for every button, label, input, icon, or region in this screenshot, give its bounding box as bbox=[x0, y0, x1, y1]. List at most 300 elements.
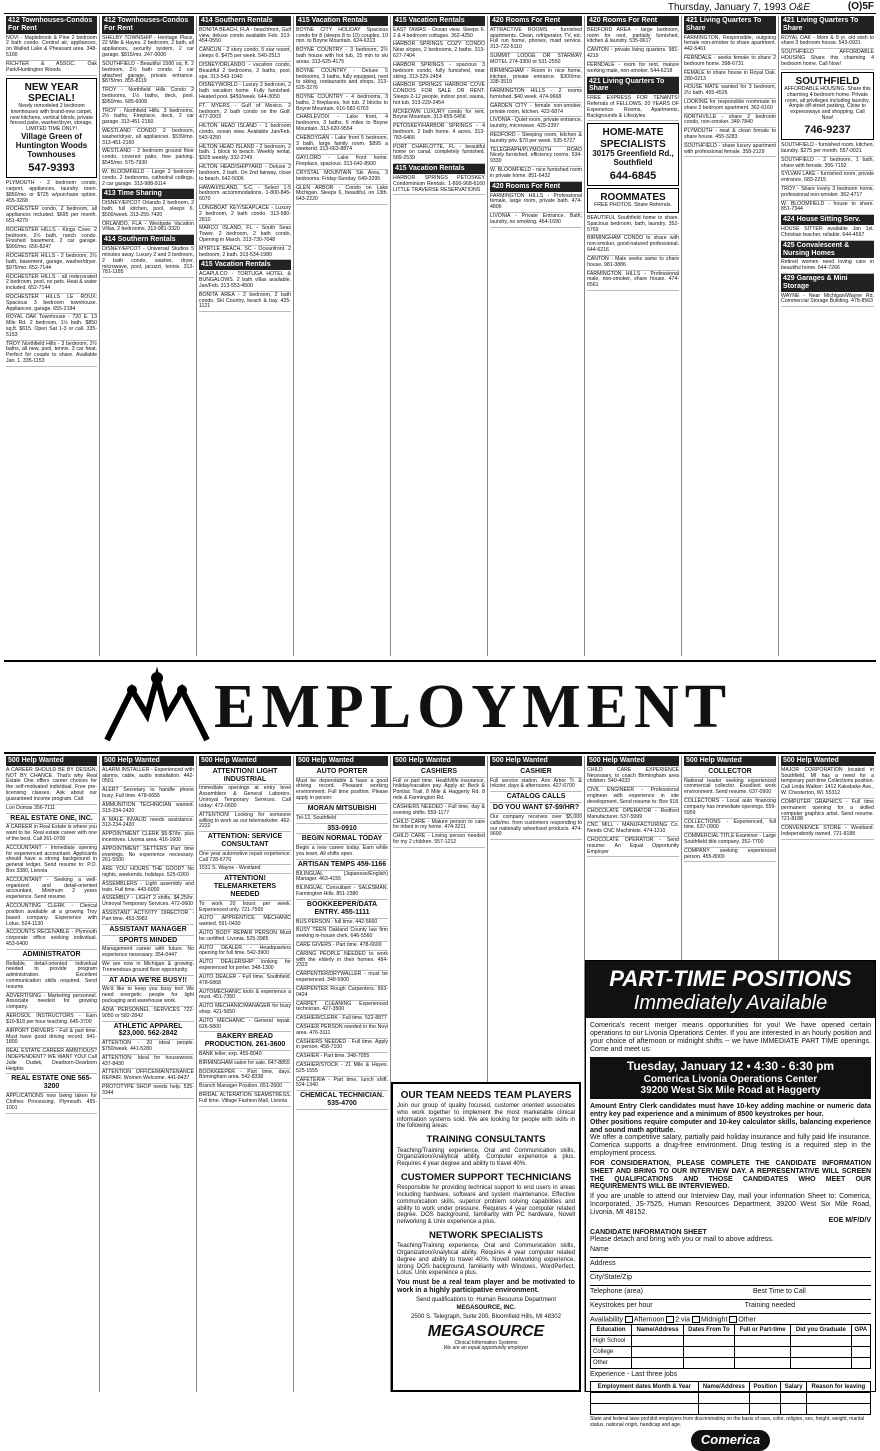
classified-ad: CHILD CARE - Mature person to care for infant in my home. 474-3211 bbox=[393, 819, 485, 834]
table-cell[interactable] bbox=[851, 1336, 870, 1347]
classified-ad: CONVENIENCE STORE - Westland. Independently owned. 721-8188 bbox=[781, 825, 874, 840]
role-title: NETWORK SPECIALISTS bbox=[428, 1229, 543, 1241]
classified-ad: AUTO DEALER - Full time. Southfield. 478-6868 bbox=[199, 974, 291, 989]
help-column bbox=[100, 756, 197, 1392]
page-header bbox=[0, 0, 880, 14]
ad-headline: HOME-MATE SPECIALISTS bbox=[600, 127, 666, 150]
part-time-ad bbox=[585, 960, 876, 1448]
classified-ad: BIRMINGHAM - Room in nice home, kitchen, private entrance. $300/mo. 338-3519 bbox=[490, 68, 582, 88]
display-ad bbox=[587, 123, 679, 186]
table-cell[interactable] bbox=[851, 1347, 870, 1358]
classified-ad: CASHIERS NEEDED - Full time. Apply in person. 458-7100 bbox=[296, 1039, 388, 1054]
classified-ad: ACAPULCO - TORTUGA HOTEL & BUNGALOWS. 2 bath villas available, Jan/Feb. 313-553-4500 bbox=[199, 271, 291, 291]
classified-ad: APPOINTMENT CLERK $5-$7/hr. plus incentives. Livonia area. 416-1600 bbox=[102, 831, 194, 846]
classified-ad: HOUSE SITTER available Jan 1st. Christian teacher, reliable. 644-4567 bbox=[781, 226, 874, 241]
section-heading: 421 Living Quarters To Share bbox=[684, 16, 776, 34]
comerica-logo-wrap bbox=[590, 1430, 871, 1451]
classified-ad: BOOKKEEPER - Part time, days. Birmingham area. 542-8338 bbox=[199, 1069, 291, 1084]
classified-ad: ATTENTION - 20 ideal people. $750/week. 441-5280 bbox=[102, 1040, 194, 1055]
classified-ad: COLLECTIONS - Experienced, full time. 637-0900 bbox=[684, 819, 776, 834]
section-heading: 415 Vacation Rentals bbox=[393, 164, 485, 174]
classified-ad: CANTON - private living quarters. 981-4219 bbox=[587, 47, 679, 62]
section-heading: 500 Help Wanted bbox=[199, 756, 291, 766]
classified-ad: Management career with future. No experience necessary. 354-0447 bbox=[102, 946, 194, 961]
ad-headline: REAL ESTATE ONE, INC. bbox=[6, 814, 97, 825]
classified-ad: SOUTHFIELD - share luxury apartment with professional female. 358-2129 bbox=[684, 143, 776, 158]
classified-ad: APPLICATIONS now being taken for Clothes Processing. Plymouth. 455-1001 bbox=[6, 1093, 97, 1113]
classified-ad: CANTON - Male seeks same to share house. 981-3886 bbox=[587, 256, 679, 271]
classified-ad: SOUTHFIELD AFFORDABLE HOUSING Share this charming 4 bedroom home. Call Now! bbox=[781, 49, 874, 69]
column-header: Name/Address bbox=[698, 1382, 750, 1393]
table-cell[interactable] bbox=[735, 1358, 791, 1369]
section-heading: 412 Townhouses-Condos For Rent bbox=[102, 16, 194, 34]
section-heading: 500 Help Wanted bbox=[781, 756, 874, 766]
classified-ad: CARPENTER/DRYWALLER - must be experienced. 348-5900 bbox=[296, 971, 388, 986]
classified-ad: SOUTHFIELD - 2 bedroom, 1 bath, share with female. 356-7192 bbox=[781, 157, 874, 172]
shift-label: 2 via bbox=[675, 1316, 692, 1324]
table-cell[interactable] bbox=[632, 1358, 684, 1369]
table-cell[interactable] bbox=[683, 1336, 734, 1347]
classified-ad: CHOCOLATE OPERATOR - Send resume: An Equal Opportunity Employer bbox=[587, 837, 679, 857]
classified-ad: CHARLEVOIX - Lake front, 4 bedrooms, 3 baths. 6 miles to Boyne Mountain. 313-620-9554 bbox=[296, 114, 388, 134]
classified-ad: AUTOMECHANIC tools & experience a must. 451-7350 bbox=[199, 989, 291, 1004]
help-column bbox=[197, 756, 294, 1392]
classified-ad: HILTON HEAD/SHIPYARD - Deluxe 2 bedroom, 2 bath. On 2nd fairway, close to beach. 642-5006 bbox=[199, 164, 291, 184]
classified-ad: AUTO MECHANIC/MANAGER for busy shop. 421-5650 bbox=[199, 1003, 291, 1018]
classified-ad: CARING PEOPLE NEEDED to work with the elderly in their homes. 484-2323 bbox=[296, 951, 388, 971]
employment-table bbox=[590, 1381, 871, 1415]
part-time-intro: Comerica's recent merger means opportunities for you! We have opened certain operations to our Livonia Operations Center. If you are interested in an hourly position and your choice of afternoon or midnight shifts -- we have IMMEDIATE PART TIME openings. Come and meet us: bbox=[590, 1022, 871, 1053]
table-cell[interactable] bbox=[591, 1404, 699, 1415]
shift-label: Other bbox=[738, 1316, 756, 1324]
classified-ad: LOOKING for responsible roommate to share 3 bedroom apartment. 362-6160 bbox=[684, 99, 776, 114]
classified-ad: We are now in Michigan & growing. Tremendous ground floor opportunity. bbox=[102, 961, 194, 976]
ad-headline: AUTO PORTER bbox=[296, 767, 388, 778]
classified-ad: BOYNE COUNTRY - 4 bedrooms, 3 baths, 2 fireplaces, hot tub. 2 blocks to Boyne Mountain. 616-582-6763 bbox=[296, 94, 388, 114]
ad-headline: ATHLETIC APPAREL $23,000. 562-2842 bbox=[102, 1022, 194, 1041]
column bbox=[100, 16, 197, 656]
classified-ad: PORT CHARLOTTE, FL - beautiful home on canal, completely furnished. 589-2539 bbox=[393, 144, 485, 164]
form-field-label: Best Time to Call bbox=[752, 1288, 806, 1296]
classified-ad: BEDFORD AREA - large bedroom, room for rent, partially furnished, kitchen & laundry. 535-0617 bbox=[587, 27, 679, 47]
role-description: Teaching/Training experience, Oral and Communication skills, Organization/Analytical ability. Computer experience a plus. Requires 4 year degree and ability to travel 40%. bbox=[397, 1147, 575, 1168]
classified-ad: LIVONIA - Quiet room, private entrance, laundry, microwave. 425-2397 bbox=[490, 117, 582, 132]
classified-ad: ROCHESTER HILLS - Kings Cove. 2 bedroom, 2½ bath, ranch condo. Finished basement, 2 car garage. $900/mo. 656-8247 bbox=[6, 227, 97, 253]
column-header: GPA bbox=[851, 1325, 870, 1336]
classified-ad: FT. MYERS - Gulf of Mexico. 2 bedroom, 2 bath condo on the Gulf. 477-2003 bbox=[199, 103, 291, 123]
column bbox=[585, 16, 682, 656]
column-header: Reason for leaving bbox=[806, 1382, 870, 1393]
classified-ad: W. BLOOMFIELD - house to share. 851-7344 bbox=[781, 201, 874, 216]
table-cell[interactable] bbox=[781, 1393, 806, 1404]
logo-tagline: Clinical Information Systems bbox=[454, 1339, 518, 1346]
ad-headline: REAL ESTATE ONE 565-3200 bbox=[6, 1074, 97, 1093]
classified-ad: A MALE INVALID needs assistance. 313-234-2420 bbox=[102, 817, 194, 832]
classified-ad: COMMERCIAL TITLE Examiner - Large Southfield title company. 352-7700 bbox=[684, 833, 776, 848]
column-header: Dates From To bbox=[683, 1325, 734, 1336]
form-field[interactable] bbox=[590, 1302, 871, 1314]
classified-ad: ACCOUNTANT - Immediate opening for experienced accountant. Applicants should have a strong background in general ledger. Send resume to: P.O. Box 3380, Livonia bbox=[6, 845, 97, 877]
event-date: Tuesday, January 12 • 4:30 - 6:30 pm bbox=[626, 1059, 835, 1074]
classified-ad: 1531 S. Wayne - Westland bbox=[199, 865, 291, 874]
issue-date: Thursday, January 7, 1993 O&E bbox=[667, 2, 810, 13]
classified-ad: TELEGRAPH/PLYMOUTH ROAD Nicely furnished, efficiency rooms. 534-9330 bbox=[490, 147, 582, 167]
mail-instructions: If you are unable to attend our Interview Day, mail your information Sheet to: Comerica, Incorporated, JS-7525, Human Resources Department, 39200 West Six Mile Road, Livonia, MI 48152. bbox=[590, 1193, 871, 1216]
ad-phone: 746-9237 bbox=[804, 123, 851, 136]
section-heading: 500 Help Wanted bbox=[6, 756, 97, 766]
table-cell[interactable] bbox=[591, 1393, 699, 1404]
classified-ad: SHELBY TOWNSHIP - Heritage Place, 22 Mile & Hayes. 2 bedroom, 2 bath, all appliances, security system, 2 car garage. $815/mo. 247-0006 bbox=[102, 35, 194, 61]
classified-ad: NORTHVILLE - share 2 bedroom condo, non-smoker. 349-7840 bbox=[684, 114, 776, 129]
classified-ad: COLLECTORS - Local auto financing company has immediate openings. 559-5959 bbox=[684, 798, 776, 818]
section-heading: 420 Rooms For Rent bbox=[490, 182, 582, 192]
section-heading: 420 Rooms For Rent bbox=[587, 16, 679, 26]
company-address: 2500 S. Telegraph, Suite 200, Bloomfield Hills, MI 48302 bbox=[411, 1314, 561, 1321]
classified-ad: FARMINGTON HILLS - 2 rooms furnished. $40 week. 474-9668 bbox=[490, 88, 582, 103]
classified-ad: FERNDALE - room for rent, mature working male, non-smoker. 544-6218 bbox=[587, 62, 679, 77]
classified-ad: ATTENTION OFFICE/MAINTENANCE REPAIR. Women Welcome. 441-8437 bbox=[102, 1069, 194, 1084]
row-label: High School bbox=[591, 1336, 632, 1347]
classified-ad: FREE EXPRESS FOR TENANTS! Referrals of FELLOWS, 20 YEARS OF Experience. Rooms, Apartments, Backgrounds & Lifestyles bbox=[587, 95, 679, 121]
form-field-label: Telephone (area) bbox=[590, 1288, 643, 1296]
education-table bbox=[590, 1324, 871, 1369]
event-location: Comerica Livonia Operations Center bbox=[643, 1073, 818, 1085]
table-cell[interactable] bbox=[683, 1358, 734, 1369]
classified-ad: AUTO MECHANIC - General repair. 626-5800 bbox=[199, 1018, 291, 1033]
classified-ad: CRYSTAL MOUNTAIN Ski Area, 3 bedrooms. Friday-Sunday. 649-3295 bbox=[296, 170, 388, 185]
classified-ad: One year automotive repair experience. Call 728-6770 bbox=[199, 851, 291, 866]
classified-ad: Reliable, detail-oriented individual needed to provide program administration. Excellent communication skills required. Send resume. bbox=[6, 961, 97, 993]
column-header: Salary bbox=[781, 1382, 806, 1393]
classified-ad: CARE GIVERS - Part time. 478-6600 bbox=[296, 942, 388, 951]
classified-ad: BIRMINGHAM salon for sale. 647-8855 bbox=[199, 1060, 291, 1069]
classified-ad: ASSEMBLY - LIGHT 2 shifts. $4.25/hr. Uniroyal Temporary Services. 472-0600 bbox=[102, 895, 194, 910]
page-number: (O)5F bbox=[847, 1, 874, 12]
classified-ad: Retired women need loving care in beautiful home. 644-7266 bbox=[781, 259, 874, 274]
classified-ad: ROCHESTER HILLS LE ROUX: Spacious 3 bedroom townhouse. Appliances, garage. 655-2184 bbox=[6, 294, 97, 314]
team-players-ad bbox=[391, 1082, 581, 1392]
classified-ad: CASHIER PERSON needed in the Novi area. 476-3111 bbox=[296, 1024, 388, 1039]
ad-name: Village Green of Huntington Woods Townhouses bbox=[15, 131, 88, 159]
table-cell[interactable] bbox=[781, 1404, 806, 1415]
classified-ad: GARDEN CITY - female non-smoker, private room, kitchen. 422-6874 bbox=[490, 103, 582, 118]
ad-body: AFFORDABLE HOUSING. Share this charming 4 bedroom home. Private room, all privileges including laundry. Ample off-street parking. Close to expressways and shopping. Call Now! bbox=[784, 85, 871, 121]
classified-ad: TROY - Share lovely 3 bedroom home, professional non-smoker. 362-4717 bbox=[781, 186, 874, 201]
employment-banner bbox=[4, 660, 876, 754]
display-ad bbox=[587, 188, 679, 213]
classified-ad: CIVIL ENGINEER - Professional engineer with experience in site development. Send resume to: Box 918 bbox=[587, 787, 679, 807]
consideration: FOR CONSIDERATION, PLEASE COMPLETE THE CANDIDATE INFORMATION SHEET AND BRING TO OUR INTERVIEW DAY. A REPRESENTATIVE WILL SCREEN THE QUALIFICATIONS AND THOSE CANDIDATES WHO MEET OUR REQUIREMENTS WILL BE INTERVIEWED. bbox=[590, 1159, 871, 1191]
column bbox=[682, 16, 779, 656]
classified-ad: A CAREER in Real Estate is where you want to be. Real estate career with one of the best. Call 261-0700 bbox=[6, 824, 97, 844]
classified-ad: LIVONIA - Private Entrance. Bath, laundry, no smoking. 464-1690 bbox=[490, 213, 582, 228]
form-field[interactable] bbox=[590, 1246, 871, 1258]
help-column bbox=[294, 756, 391, 1392]
classified-ad: ATTRACTIVE ROOMS - furnished apartments. Clean, refrigerator, TV, etc. Full run home, phones, maid service. 313-722-5110 bbox=[490, 27, 582, 53]
section-heading: 414 Southern Rentals bbox=[199, 16, 291, 26]
shift-checkbox[interactable] bbox=[625, 1316, 633, 1323]
interview-event bbox=[590, 1057, 871, 1099]
classified-ad: Branch Manager Position. 651-2600 bbox=[199, 1083, 291, 1092]
section-heading: 500 Help Wanted bbox=[296, 756, 388, 766]
classified-ad: ALARM INSTALLER - Experienced with alarms, cable, audio installation. 442-0501 bbox=[102, 767, 194, 787]
classified-ad: SYLVAN LAKE - furnished room, private entrance. 683-2215 bbox=[781, 171, 874, 186]
form-field-label: City/State/Zip bbox=[590, 1274, 633, 1282]
table-cell[interactable] bbox=[806, 1393, 870, 1404]
megasource-logo: MEGASOURCE bbox=[427, 1322, 545, 1340]
classified-ad: ROCHESTER HILLS - 2 bedroom, 2½ bath, basement, garage, washer/dryer. $975/mo. 652-7144 bbox=[6, 253, 97, 273]
table-row bbox=[591, 1347, 871, 1358]
classified-ad: FARMINGTON HILLS - Professional female, large room, private bath. 474-4806 bbox=[490, 193, 582, 213]
classified-ad: CHILD CARE - Loving person needed for my 2 children. 557-1212 bbox=[393, 833, 485, 848]
table-cell[interactable] bbox=[698, 1404, 750, 1415]
column bbox=[391, 16, 488, 656]
column-header: Education bbox=[591, 1325, 632, 1336]
column-header: Full or Part-time bbox=[735, 1325, 791, 1336]
role-title: CUSTOMER SUPPORT TECHNICIANS bbox=[400, 1171, 572, 1183]
requirement: Other positions require computer and 10-key calculator skills, balancing experience and sound math aptitude. bbox=[590, 1118, 871, 1134]
ad-headline: CASHIER bbox=[490, 767, 582, 778]
classified-ad: CAFETERIA - Part time, lunch shift. 524-1340 bbox=[296, 1077, 388, 1092]
form-field-label: Keystrokes per hour bbox=[590, 1302, 653, 1310]
classified-ad: AMMUNITION TECHNICIAN wanted. 313-234-2420 bbox=[102, 802, 194, 817]
classified-ad: WESTLAND CONDO 2 bedroom, washer/dryer, all appliances. $539/mo. 313-451-2160 bbox=[102, 128, 194, 148]
classified-ad: FARMINGTON HILLS - Professional male, non-smoker, share house. 474-6561 bbox=[587, 271, 679, 291]
section-heading: 415 Vacation Rentals bbox=[393, 16, 485, 26]
classified-ad: MYRTLE BEACH, SC - Oceanfront. 2 bedroom, 2 bath. 313-534-1980 bbox=[199, 246, 291, 261]
table-cell[interactable] bbox=[791, 1358, 852, 1369]
classified-ad: ATTENTION: Ideal for housewives. 437-8430 bbox=[102, 1055, 194, 1070]
column bbox=[4, 16, 100, 656]
classified-ad: Immediate openings at entry level Assemblers & General Laborers. Uniroyal Temporary Services. Call today: 472-0600 bbox=[199, 785, 291, 811]
section-heading: 425 Convalescent & Nursing Homes bbox=[781, 241, 874, 259]
eoe-note: EOE M/F/D/V bbox=[828, 1216, 871, 1224]
classified-ad: We'd like to keep you busy too! We need energetic people for light packaging and warehouse work. bbox=[102, 986, 194, 1006]
classified-ad: TROY Northfield Hills - 3 bedroom, 2½ baths, all new, pool, tennis. 3 car heat. Perfect for couple to share. Available Jan. 1. 335-1153 bbox=[6, 341, 97, 367]
ad-body: Newly remodeled 2 bedroom townhouses with brand-new carpet, new kitchens, vertical blinds, private fenced patio, washer/dryer, storage. LIMITED TIME ONLY! bbox=[10, 102, 93, 133]
classified-ad: MAJOR CORPORATION located in Southfield, MI has a need for a temporary part-time Collections position. Call Linda Walker: 1412 Kakabake Ave., W. Chesterton, Wl. 55312 bbox=[781, 767, 874, 799]
classified-ad: APPOINTMENT SETTERS Part time evenings. No experience necessary. 261-5500 bbox=[102, 846, 194, 866]
classified-ad: DISNEY/EPCOT - Universal Studios 5 minutes away. Luxury 2 and 3 bedroom, 2 bath condo, washer, dryer, microwave, pool, jacuzzi, tennis. 313-781-1185 bbox=[102, 246, 194, 278]
help-column bbox=[4, 756, 100, 1392]
classified-ad: WESTLAND - 2 bedroom ground floor condo, covered patio, free parking. $545/mo. 575-7930 bbox=[102, 148, 194, 168]
table-cell[interactable] bbox=[750, 1404, 781, 1415]
ad-headline: ASSISTANT MANAGER bbox=[102, 925, 194, 936]
shift-checkbox[interactable] bbox=[666, 1316, 674, 1323]
ad-closing: You must be a real team player and be motivated to work in a highly participative environment. bbox=[397, 1279, 575, 1294]
classified-ad: Lori Dumas 356-7111 bbox=[6, 805, 97, 814]
classified-ad: Our company receives over $5,000 calls/mo. from customers responding to our nationally advertised products. 474-9600 bbox=[490, 814, 582, 840]
classified-ad: CASHIER - Part time. 348-7055 bbox=[296, 1053, 388, 1062]
ad-headline: ADMINISTRATOR bbox=[6, 950, 97, 961]
column bbox=[488, 16, 585, 656]
classified-ad: Begin a new career today. Earn while you learn. All shifts open. bbox=[296, 845, 388, 860]
ad-body: FREE PHOTOS. Share Referrals. bbox=[594, 202, 672, 209]
table-row bbox=[591, 1336, 871, 1347]
event-address: 39200 West Six Mile Road at Haggerty bbox=[640, 1084, 821, 1096]
ad-headline: ARTISAN TEMPS 459-1166 bbox=[296, 860, 388, 871]
ad-headline: ATTENTION: SERVICE CONSULTANT bbox=[199, 832, 291, 851]
candidate-form bbox=[586, 1229, 875, 1451]
ad-headline: BEGIN NORMAL TODAY bbox=[296, 834, 388, 845]
ad-headline: ROOMMATES bbox=[600, 192, 666, 204]
ad-headline: SPORTS MINDED bbox=[102, 936, 194, 947]
role-description: Teaching/Training experience, Oral and Communication skills, Organization/Analytical ability. Requires 4 year computer related degree and ability to travel 40%. Novell networking experience, strong DOS background, familiarity with Windows, WordPerfect, Lotus. Unix experience a plus. bbox=[397, 1243, 575, 1277]
legal-footer: State and federal laws prohibit employers from discriminating on the basis of race, color, religion, sex, height, weight, marital status, national origin, handicap and age. bbox=[590, 1416, 865, 1428]
classified-ad: AUTO DEALERSHIP looking for experienced lot porter. 348-1300 bbox=[199, 959, 291, 974]
classified-ad: ROCHESTER HILLS - all redecorated 2 bedroom, pool, no pets. Heat & water included. 652-7144 bbox=[6, 274, 97, 294]
role-description: Responsible for providing technical support to end users in areas including hardware, software and system maintenance. Effective communication skills, superior problem solving capabilities and ability to work under pressure. Requires 4 year computer related degree. DOS background, familiarity with PC hardware, Novell networking & Unix experience a plus. bbox=[397, 1185, 575, 1226]
table-cell[interactable] bbox=[735, 1347, 791, 1358]
company-name: MEGASOURCE, INC. bbox=[456, 1305, 516, 1312]
classified-ad: SOUTHFIELD - furnished room, kitchen, laundry. $275 per month. 557-0021 bbox=[781, 142, 874, 157]
ad-intro: Join our group of quality focused, customer oriented associates who work together to implement the most marketable clinical information systems sold. We are looking for people with skills in the following areas: bbox=[397, 1103, 575, 1130]
ad-headline: CHEMICAL TECHNICIAN. 535-4700 bbox=[296, 1091, 388, 1110]
table-row bbox=[591, 1393, 871, 1404]
classified-ad: AIRPORT DRIVERS - Full & part time. Must have good driving record. 941-1800 bbox=[6, 1028, 97, 1048]
ad-phone: 547-9393 bbox=[28, 161, 75, 174]
classified-ad: SUMMIT LODGE OR STARWAY MOTEL 274-3300 or 531-2550 bbox=[490, 53, 582, 68]
shift-checkbox[interactable] bbox=[692, 1316, 700, 1323]
section-heading: 415 Vacation Rentals bbox=[296, 16, 388, 26]
header-rule bbox=[4, 13, 876, 14]
classified-ad: HOUSE MATE wanted for 3 bedroom, 2½ bath. 455-4526 bbox=[684, 84, 776, 99]
classified-ad: A CAREER SHOULD BE BY DESIGN, NOT BY CHANCE. That's why Real Estate One offers career choices for the self-motivated individual. Free pre-licensing classes. Ask about our guaranteed income program. Call: bbox=[6, 767, 97, 805]
classified-ad: CARPENTER Rough Carpenters. 563-0424 bbox=[296, 986, 388, 1001]
classified-ad: ROCHESTER condo, 2 bedroom, all appliances included. $695 per month. 651-4279 bbox=[6, 206, 97, 226]
classified-ad: EAST TAWAS - Ocean view. Sleeps 6. 2 & 4 bedroom cottages. 362-4250 bbox=[393, 27, 485, 42]
table-cell[interactable] bbox=[683, 1347, 734, 1358]
column-header: Employment dates Month & Year bbox=[591, 1382, 699, 1393]
row-label: College bbox=[591, 1347, 632, 1358]
classified-ad: FARMINGTON, Responsible, outgoing female non-smoker to share apartment. 442-5461 bbox=[684, 35, 776, 55]
classified-ad: CNC MILL - MANUFACTURING Co. Needs CNC Machinists. 474-1210 bbox=[587, 822, 679, 837]
classified-ad: COMPANY seeking experienced person. 455-8000 bbox=[684, 848, 776, 863]
classified-ad: AUTO DEALER - Headquarters opening for full time. 542-3900 bbox=[199, 945, 291, 960]
column bbox=[294, 16, 391, 656]
table-cell[interactable] bbox=[750, 1393, 781, 1404]
table-row bbox=[591, 1404, 871, 1415]
classified-ad: GLEN ARBOR - Condo on Lake Michigan. Sleeps 6, beautiful, on 13th. 643-2220 bbox=[296, 185, 388, 205]
display-ad bbox=[6, 78, 97, 179]
table-cell[interactable] bbox=[806, 1404, 870, 1415]
part-time-body bbox=[586, 1018, 875, 1229]
classified-ad: CARPET CLEANING Experienced technician. 427-3500 bbox=[296, 1001, 388, 1016]
table-cell[interactable] bbox=[632, 1347, 684, 1358]
section-title: EMPLOYMENT bbox=[214, 673, 733, 741]
ad-headline: ATTENTION! LIGHT INDUSTRIAL bbox=[199, 767, 291, 786]
table-cell[interactable] bbox=[791, 1347, 852, 1358]
shift-label: Afternoon bbox=[633, 1316, 667, 1324]
classified-ad: BOYNE COUNTRY - 3 bedroom, 2½ bath house with hot tub, 15 min to ski areas. 313-625-4175 bbox=[296, 47, 388, 67]
shift-checkbox[interactable] bbox=[729, 1316, 737, 1323]
section-heading: 500 Help Wanted bbox=[393, 756, 485, 766]
classified-ad: HARBOR SPRINGS - spacious 3 bedroom condo, fully furnished, near skiing. 313-229-2454 bbox=[393, 62, 485, 82]
classified-ad: BONITA AREA - 2 bedroom, 2 bath condo. Ski Country, beach & bay. 425-1121 bbox=[199, 292, 291, 312]
section-heading: 421 Living Quarters To Share bbox=[587, 77, 679, 95]
employment-logo-icon bbox=[102, 670, 212, 742]
section-heading: 413 Time Sharing bbox=[102, 189, 194, 199]
row-label: Other bbox=[591, 1358, 632, 1369]
classified-ad: REDFORD - Sleeping room, kitchen & laundry priv. $70 per week. 535-5727 bbox=[490, 132, 582, 147]
column-header: Position bbox=[750, 1382, 781, 1393]
column bbox=[779, 16, 876, 656]
classified-ad: NOVI - Maplebrook & Pine 2 bedroom 2 bath condo. Central air, appliances, on Walled Lake & Pheasant area. 348-5100 bbox=[6, 35, 97, 61]
table-cell[interactable] bbox=[698, 1393, 750, 1404]
classified-ad: CHILD CARE EXPERIENCE Necessary, to coach Birmingham area children. 540-4033 bbox=[587, 767, 679, 787]
form-field[interactable] bbox=[590, 1274, 871, 1286]
form-instructions: Please detach and bring with you or mail to above address. bbox=[590, 1236, 774, 1244]
shift-label: Midnight bbox=[700, 1316, 730, 1324]
ad-headline: SOUTHFIELD bbox=[795, 75, 860, 87]
classified-ad: PLYMOUTH - 2 bedroom condo, carport, appliances, laundry room. $850/mo or $725 w/purchase option. 455-3268 bbox=[6, 180, 97, 206]
classified-ad: BANK teller, exp. 455-8040 bbox=[199, 1051, 291, 1060]
classified-ad: COMPUTER GRAPHICS - Full time permanent opening for a skilled computer graphics artist. Send resume. 721-8188 bbox=[781, 799, 874, 825]
table-cell[interactable] bbox=[735, 1336, 791, 1347]
section-heading: 500 Help Wanted bbox=[587, 756, 679, 766]
classified-ad: SOUTHFIELD - Beautiful 1500 sq. ft. 2 bedroom, 2½ bath condo. 2 car attached garage, private entrance. $875/mo. 855-8119 bbox=[102, 61, 194, 87]
ad-headline: CATALOG CALLS bbox=[490, 792, 582, 803]
classified-ad: MARCO ISLAND, FL - South Seas Tower. 2 bedroom, 2 bath condo, Opening in March. 313-730-7048 bbox=[199, 225, 291, 245]
classified-ad: ATTENTION! Looking for someone willing to work as our telemarketer. 462-2222 bbox=[199, 812, 291, 832]
classified-ad: BONITA BEACH, FLA - beachfront, Gulf view, deluxe condo available Feb. 313-454-0550 bbox=[199, 27, 291, 47]
ad-headline: DO YOU WANT $7-$9/HR? bbox=[490, 803, 582, 814]
ad-headline: BOOKKEEPER/DATA ENTRY. 455-1111 bbox=[296, 900, 388, 919]
table-cell[interactable] bbox=[632, 1336, 684, 1347]
classified-ad: PETOSKEY/HARBOR SPRINGS - 4 bedroom, 2 bath home. 4 acres. 313-783-6466 bbox=[393, 123, 485, 143]
availability-row bbox=[590, 1316, 871, 1324]
ad-name: 30175 Greenfield Rd., Southfield bbox=[592, 148, 674, 167]
section-heading: 421 Living Quarters To Share bbox=[781, 16, 874, 34]
classified-ad: HARBOR SPRINGS HARBOR COVE CONDOS FOR SALE OR RENT. Sleeps 2-12 people, indoor pool, sauna, hot tub. 313-229-2454 bbox=[393, 82, 485, 108]
form-field-label: Training needed bbox=[744, 1302, 795, 1310]
classified-ad: GAYLORD - Lake front home. Fireplace, spacious. 313-642-8900 bbox=[296, 155, 388, 170]
classified-ad: BEAUTIFUL Southfield home to share. Spacious bedroom, bath, laundry. 352-5769 bbox=[587, 215, 679, 235]
classified-ad: ARE YOU HOURS THE GOOD? No nights, weekends, holidays. 525-0260 bbox=[102, 866, 194, 881]
section-heading: 415 Vacation Rentals bbox=[199, 260, 291, 270]
role-title: TRAINING CONSULTANTS bbox=[426, 1134, 546, 1146]
classified-ad: WAYNE - Near Michigan/Wayne Rd. Commercial Storage Building. 478-8563 bbox=[781, 293, 874, 308]
experience-heading: Experience - Last three jobs bbox=[590, 1371, 678, 1379]
classified-ad: ACCOUNTS RECEIVABLE - Plymouth corporate office seeking individual. 453-6400 bbox=[6, 929, 97, 949]
classified-ad: ADVERTISING - Marketing personnel. Associate needed for growing company. bbox=[6, 993, 97, 1013]
classified-ad: ALERT Secretary to handle phone busy. Full time. 478-6655 bbox=[102, 787, 194, 802]
classified-ad: CASHIERS NEEDED - Full time, day & evening shifts. 559-1177 bbox=[393, 804, 485, 819]
table-header bbox=[591, 1325, 871, 1336]
classified-ad: AEROSOL INSTRUCTORS - Earn $10-$18 per hour teaching. 645-3700 bbox=[6, 1013, 97, 1028]
benefits: We offer a competitive salary, partially paid holiday insurance and fully paid life insurance. Comerica supports a drug-free environment. Drug testing is a required step in the employment process. bbox=[590, 1134, 871, 1158]
form-field[interactable] bbox=[590, 1288, 871, 1300]
table-cell[interactable] bbox=[791, 1336, 852, 1347]
classified-ad: Tel-12, Southfield bbox=[296, 815, 388, 824]
table-cell[interactable] bbox=[851, 1358, 870, 1369]
table-header bbox=[591, 1382, 871, 1393]
eoe-note: We are an equal opportunity employer bbox=[443, 1345, 529, 1352]
form-heading: CANDIDATE INFORMATION SHEET bbox=[590, 1228, 707, 1236]
classified-ad: To work 20 hours per week. Experienced only. 721-7565 bbox=[199, 901, 291, 916]
column bbox=[197, 16, 294, 656]
classified-ad: BUSY TEEN Oakland County law firm seeking in-house clerk. 646-5560 bbox=[296, 927, 388, 942]
classified-ad: HARBOR SPRINGS PETOSKEY Condominium Rentals. 1-800-968-6160 LITTLE TRAVERSE RESERVATIONS bbox=[393, 175, 485, 195]
section-heading: 412 Townhouses-Condos For Rent bbox=[6, 16, 97, 34]
classified-top-grid bbox=[4, 16, 876, 656]
classified-ad: BILINGUAL (Japanese/English) Manager. 463-4155 bbox=[296, 871, 388, 886]
requirement: Amount Entry Clerk candidates must have 10-key adding machine or numeric data entry key pad experience and a minimum of 8500 keystrokes per hour. bbox=[590, 1103, 871, 1118]
ad-headline: CASHIERS bbox=[393, 767, 485, 778]
classified-ad: W. BLOOMFIELD - nice furnished room in private home. 851-6432 bbox=[490, 167, 582, 182]
form-field[interactable] bbox=[590, 1260, 871, 1272]
classified-ad: BOYNE COUNTRY - Deluxe 5 bedrooms, 3 baths, fully equipped, next to skiing, restaurants and shops. 313-525-3276 bbox=[296, 68, 388, 94]
